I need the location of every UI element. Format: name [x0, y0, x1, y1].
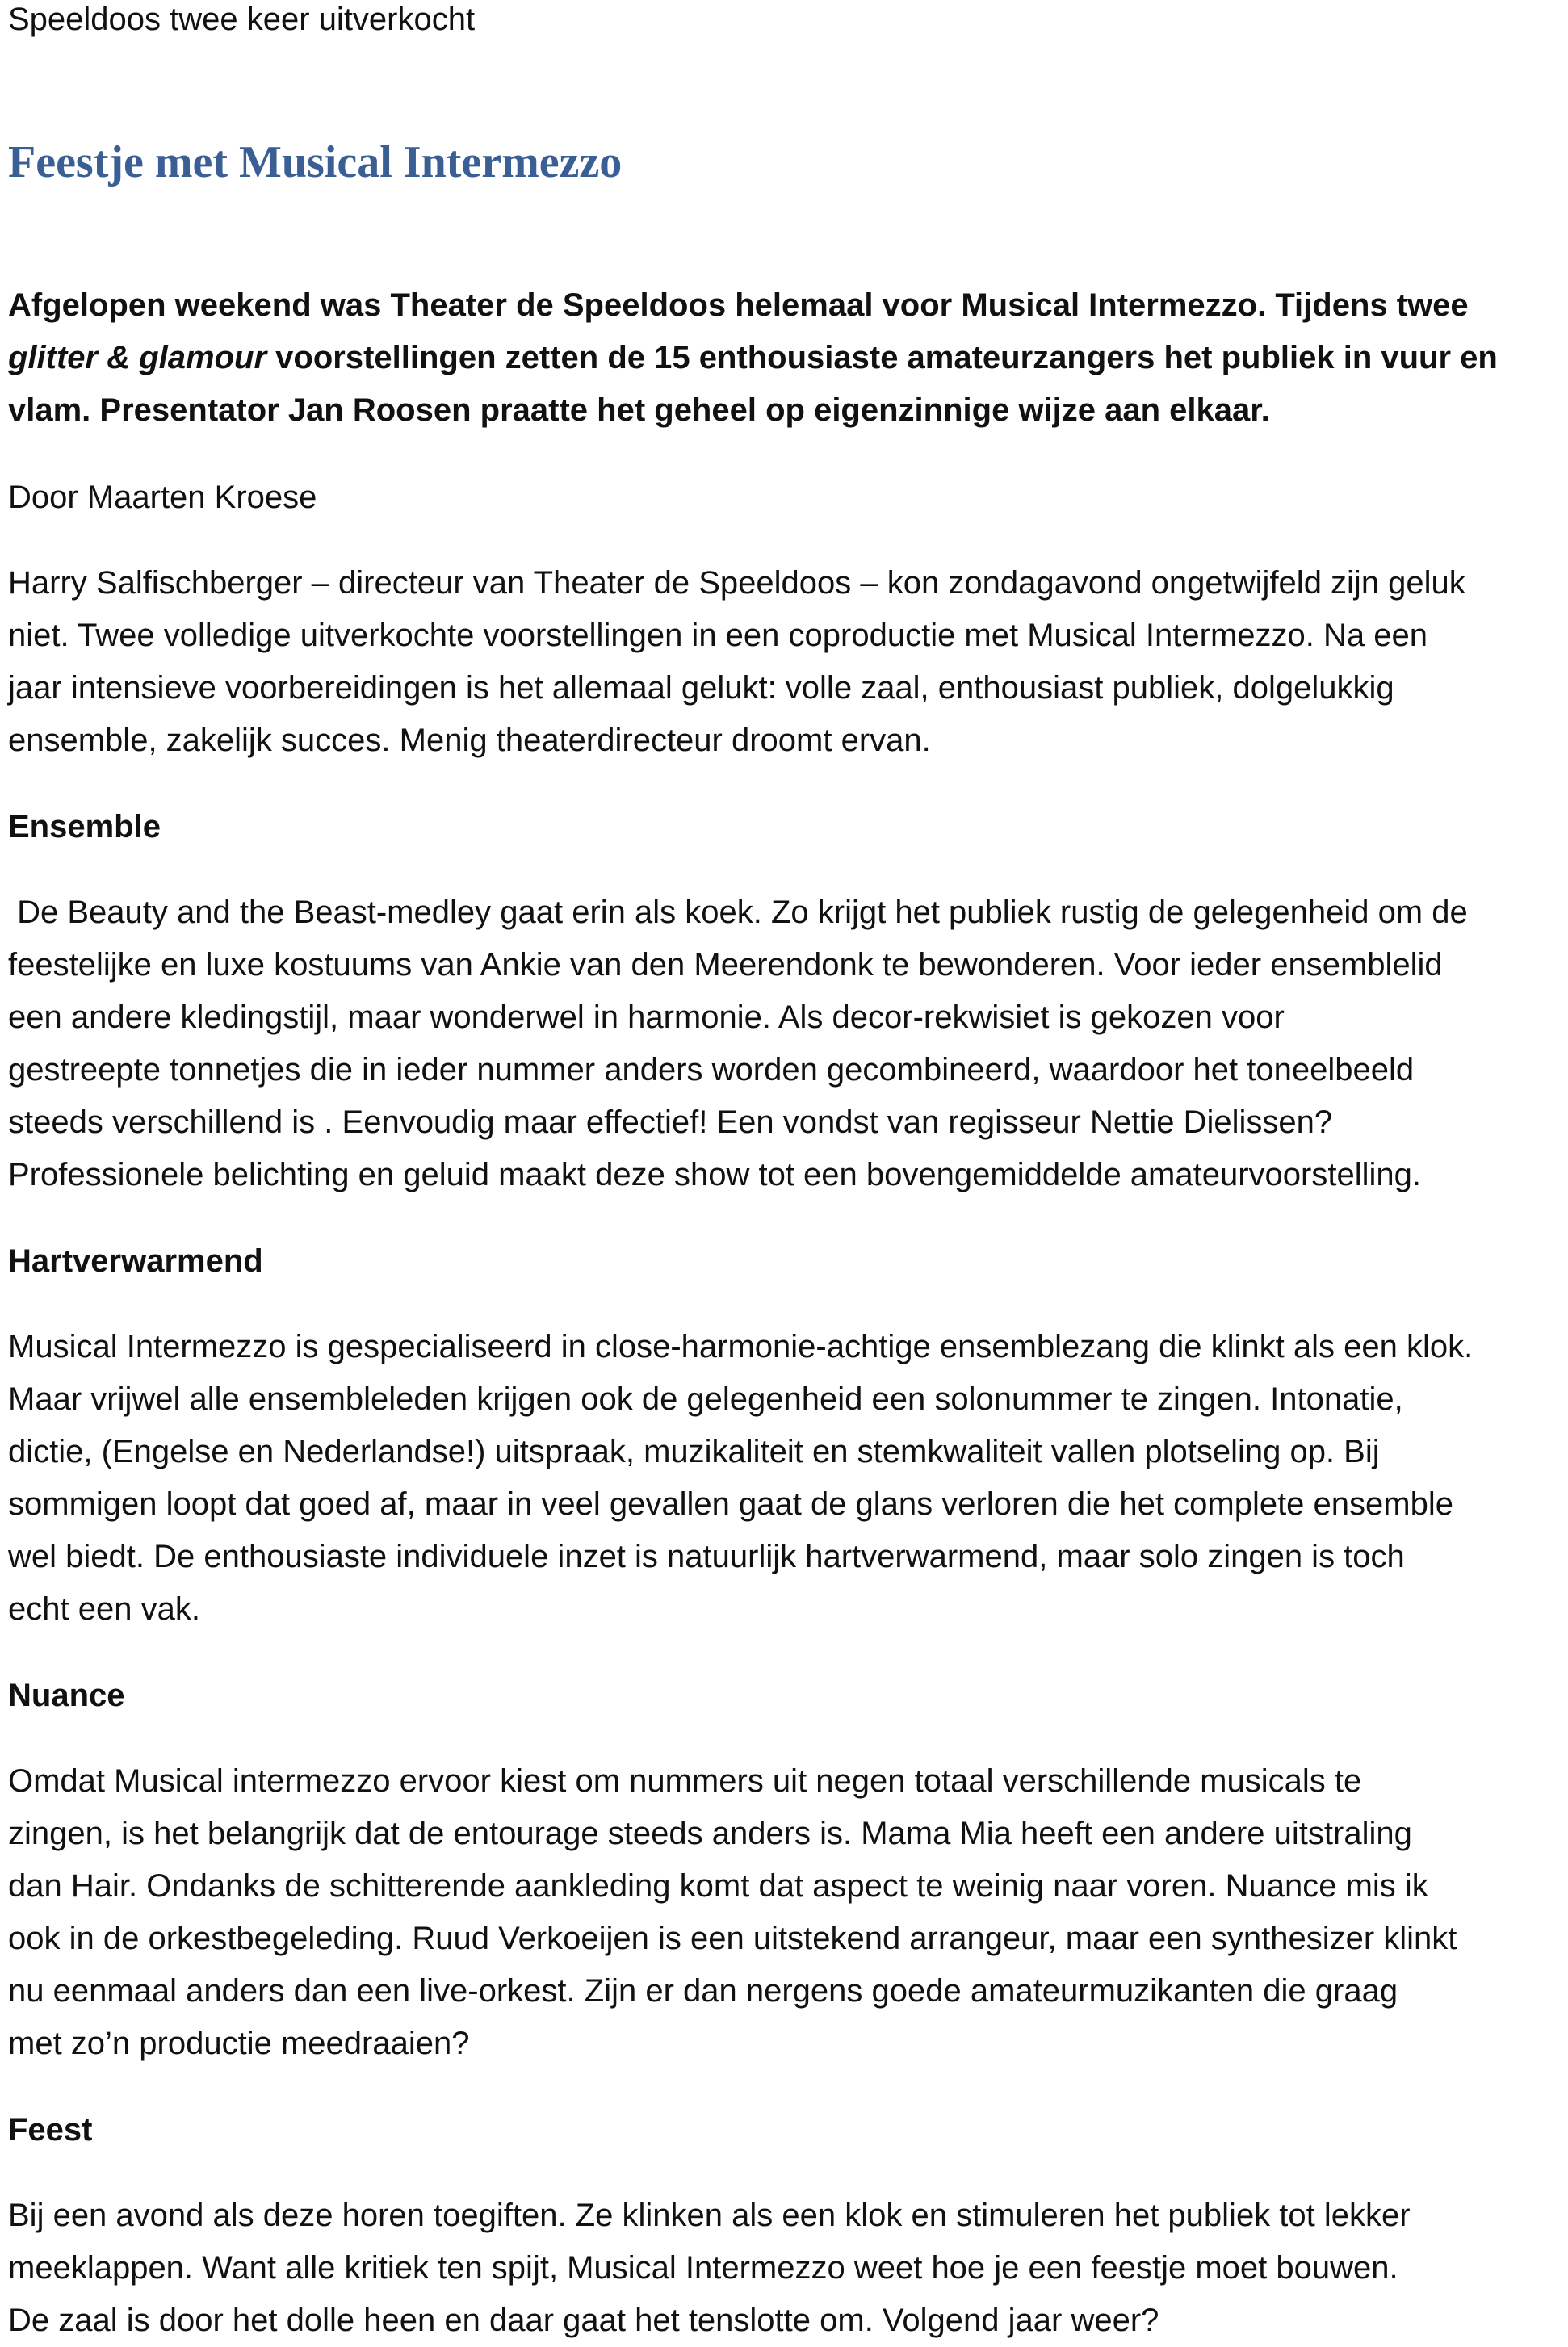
body-line: meeklappen. Want alle kritiek ten spijt, Musical Intermezzo weet hoe je een feestje moet bouwen. [8, 2250, 1398, 2286]
section-heading-text: Hartverwarmend [8, 1243, 263, 1279]
body-line: De zaal is door het dolle heen en daar gaat het tenslotte om. Volgend jaar weer? [8, 2303, 1159, 2338]
body-line: feestelijke en luxe kostuums van Ankie van den Meerendonk te bewonderen. Voor ieder ensemblelid [8, 947, 1443, 983]
lead-paragraph [8, 279, 1560, 437]
body-line: sommigen loopt dat goed af, maar in veel gevallen gaat de glans verloren die het complete ensemble [8, 1486, 1453, 1522]
section-heading-hartverwarmend [8, 1235, 1560, 1288]
body-line: Maar vrijwel alle ensembleleden krijgen ook de gelegenheid een solonummer te zingen. Intonatie, [8, 1381, 1403, 1417]
intro-line: Harry Salfischberger – directeur van Theater de Speeldoos – kon zondagavond ongetwijfeld zijn geluk [8, 565, 1465, 601]
body-line: ook in de orkestbegeleding. Ruud Verkoeijen is een uitstekend arrangeur, maar een synthesizer klinkt [8, 1921, 1457, 1956]
lead-line-2-rest: voorstellingen zetten de 15 enthousiaste amateurzangers het publiek in vuur en [266, 340, 1498, 375]
kicker-line: Speeldoos twee keer uitverkocht [8, 2, 476, 37]
body-line: wel biedt. De enthousiaste individuele inzet is natuurlijk hartverwarmend, maar solo zingen is toch [8, 1539, 1405, 1574]
body-line: gestreepte tonnetjes die in ieder nummer anders worden gecombineerd, waardoor het toneelbeeld [8, 1052, 1415, 1088]
intro-line: niet. Twee volledige uitverkochte voorstellingen in een coproductie met Musical Intermezzo. Na een [8, 618, 1428, 653]
body-line: Bij een avond als deze horen toegiften. Ze klinken als een klok en stimuleren het publiek tot lekker [8, 2198, 1411, 2233]
intro-line: ensemble, zakelijk succes. Menig theaterdirecteur droomt ervan. [8, 723, 931, 758]
body-line: een andere kledingstijl, maar wonderwel in harmonie. Als decor-rekwisiet is gekozen voor [8, 1000, 1285, 1035]
byline-text: Door Maarten Kroese [8, 480, 317, 515]
lead-line-1: Afgelopen weekend was Theater de Speeldoos helemaal voor Musical Intermezzo. Tijdens twee [8, 287, 1469, 323]
section-body-feest [8, 2190, 1560, 2347]
article-title: Feestje met Musical Intermezzo [8, 137, 623, 187]
intro-paragraph [8, 557, 1560, 767]
section-heading-feest [8, 2104, 1560, 2156]
section-body-hartverwarmend [8, 1321, 1560, 1636]
lead-emphasis: glitter & glamour [8, 340, 267, 375]
body-line: dan Hair. Ondanks de schitterende aankleding komt dat aspect te weinig naar voren. Nuance mis ik [8, 1868, 1428, 1904]
section-heading-text: Feest [8, 2112, 93, 2148]
lead-line-2 [8, 332, 1560, 384]
intro-line: jaar intensieve voorbereidingen is het allemaal gelukt: volle zaal, enthousiast publiek, dolgelukkig [8, 670, 1394, 706]
body-line: zingen, is het belangrijk dat de entourage steeds anders is. Mama Mia heeft een andere uitstraling [8, 1816, 1412, 1851]
body-line: dictie, (Engelse en Nederlandse!) uitspraak, muzikaliteit en stemkwaliteit vallen plotseling op. Bij [8, 1434, 1380, 1469]
byline [8, 471, 1560, 524]
section-body-ensemble [8, 886, 1560, 1201]
body-line: Omdat Musical intermezzo ervoor kiest om nummers uit negen totaal verschillende musicals te [8, 1763, 1362, 1799]
section-heading-text: Ensemble [8, 809, 161, 845]
body-line: Professionele belichting en geluid maakt deze show tot een bovengemiddelde amateurvoorstelling. [8, 1157, 1421, 1192]
section-heading-nuance [8, 1670, 1560, 1722]
body-line: nu eenmaal anders dan een live-orkest. Zijn er dan nergens goede amateurmuzikanten die graag [8, 1973, 1398, 2009]
section-body-nuance [8, 1755, 1560, 2070]
section-heading-ensemble [8, 801, 1560, 853]
section-heading-text: Nuance [8, 1678, 125, 1713]
lead-line-3: vlam. Presentator Jan Roosen praatte het geheel op eigenzinnige wijze aan elkaar. [8, 392, 1270, 428]
body-line: De Beauty and the Beast-medley gaat erin als koek. Zo krijgt het publiek rustig de gelegenheid om de [8, 895, 1468, 930]
body-line: steeds verschillend is . Eenvoudig maar effectief! Een vondst van regisseur Nettie Dielissen? [8, 1104, 1333, 1140]
body-line: Musical Intermezzo is gespecialiseerd in close-harmonie-achtige ensemblezang die klinkt als een klok. [8, 1329, 1474, 1364]
body-line: echt een vak. [8, 1591, 200, 1627]
body-line: met zo’n productie meedraaien? [8, 2026, 470, 2061]
